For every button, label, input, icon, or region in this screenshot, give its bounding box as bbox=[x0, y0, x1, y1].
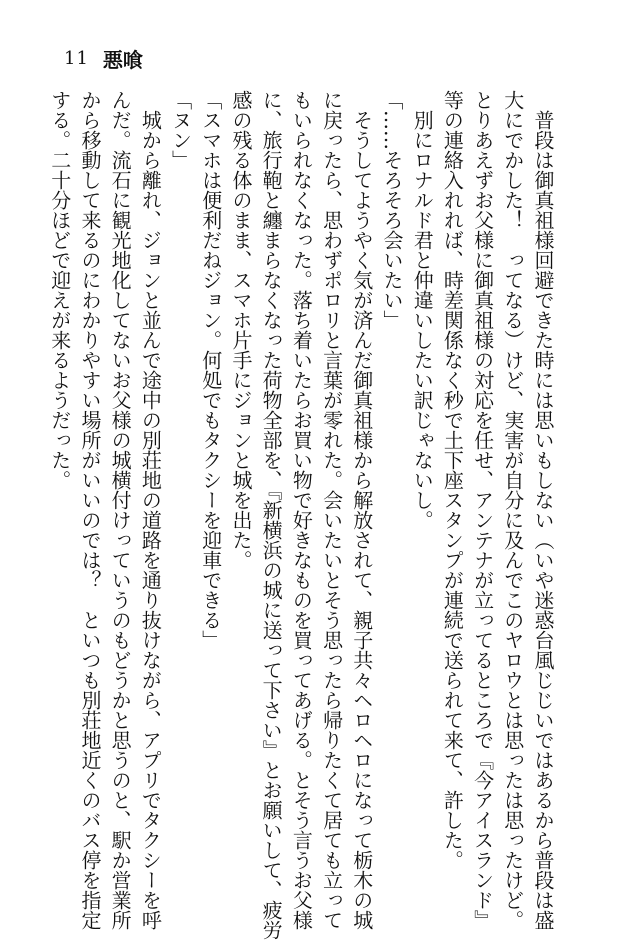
chapter-title: 悪喰 bbox=[102, 47, 143, 72]
text-line: 別にロナルド君と仲違いしたい訳じゃないし。 bbox=[410, 90, 435, 530]
text-line: に、旅行鞄と纏まらなくなった荷物全部を、『新横浜の城に送って下さい』とお願いして、疲労 bbox=[259, 90, 284, 940]
body-text bbox=[45, 90, 558, 940]
text-line: そうしてようやく気が済んだ御真祖様から解放されて、親子共々ヘロヘロになって栃木の城 bbox=[349, 90, 374, 930]
text-line: とりあえずお父様に御真祖様の対応を任せ、アンテナが立ってるところで『今アイスランド』 bbox=[470, 90, 495, 930]
page-header bbox=[64, 44, 143, 72]
text-line: 城から離れ、ジョンと並んで途中の別荘地の道路を通り抜けながら、アプリでタクシーを呼 bbox=[138, 90, 163, 930]
text-line: 「スマホは便利だねジョン。何処でもタクシーを迎車できる」 bbox=[198, 90, 223, 650]
text-line: する。二十分ほどで迎えが来るようだった。 bbox=[47, 90, 72, 490]
text-line: から移動して来るのにわかりやすい場所がいいのでは？ といつも別荘地近くのバス停を指定 bbox=[77, 90, 102, 930]
text-line: んだ。流石に観光地化してないお父様の城横付けっていうのもどうかと思うのと、駅か営業所 bbox=[108, 90, 133, 930]
text-line: もいられなくなった。落ち着いたらお買い物で好きなものを買ってあげる。とそう言うお父様 bbox=[289, 90, 314, 930]
text-line: 感の残る体のまま、スマホ片手にジョンと城を出た。 bbox=[228, 90, 253, 570]
text-line: 等の連絡入れれば、時差関係なく秒で土下座スタンプが連続で送られて来て、許した。 bbox=[440, 90, 465, 870]
text-line: 「……そろそろ会いたい」 bbox=[379, 90, 404, 330]
text-line: 大にでかした！ ってなる）けど、実害が自分に及んでこのヤロウとは思ったは思ったけど。 bbox=[500, 90, 525, 930]
text-line: 普段は御真祖様回避できた時には思いもしない（いや迷惑台風じじいではあるから普段は盛 bbox=[531, 90, 555, 930]
text-line: に戻ったら、思わずポロリと言葉が零れた。会いたいとそう思ったら帰りたくて居ても立って bbox=[319, 90, 344, 930]
text-line: 「ヌン」 bbox=[168, 90, 193, 170]
page-number: 11 bbox=[64, 47, 89, 69]
